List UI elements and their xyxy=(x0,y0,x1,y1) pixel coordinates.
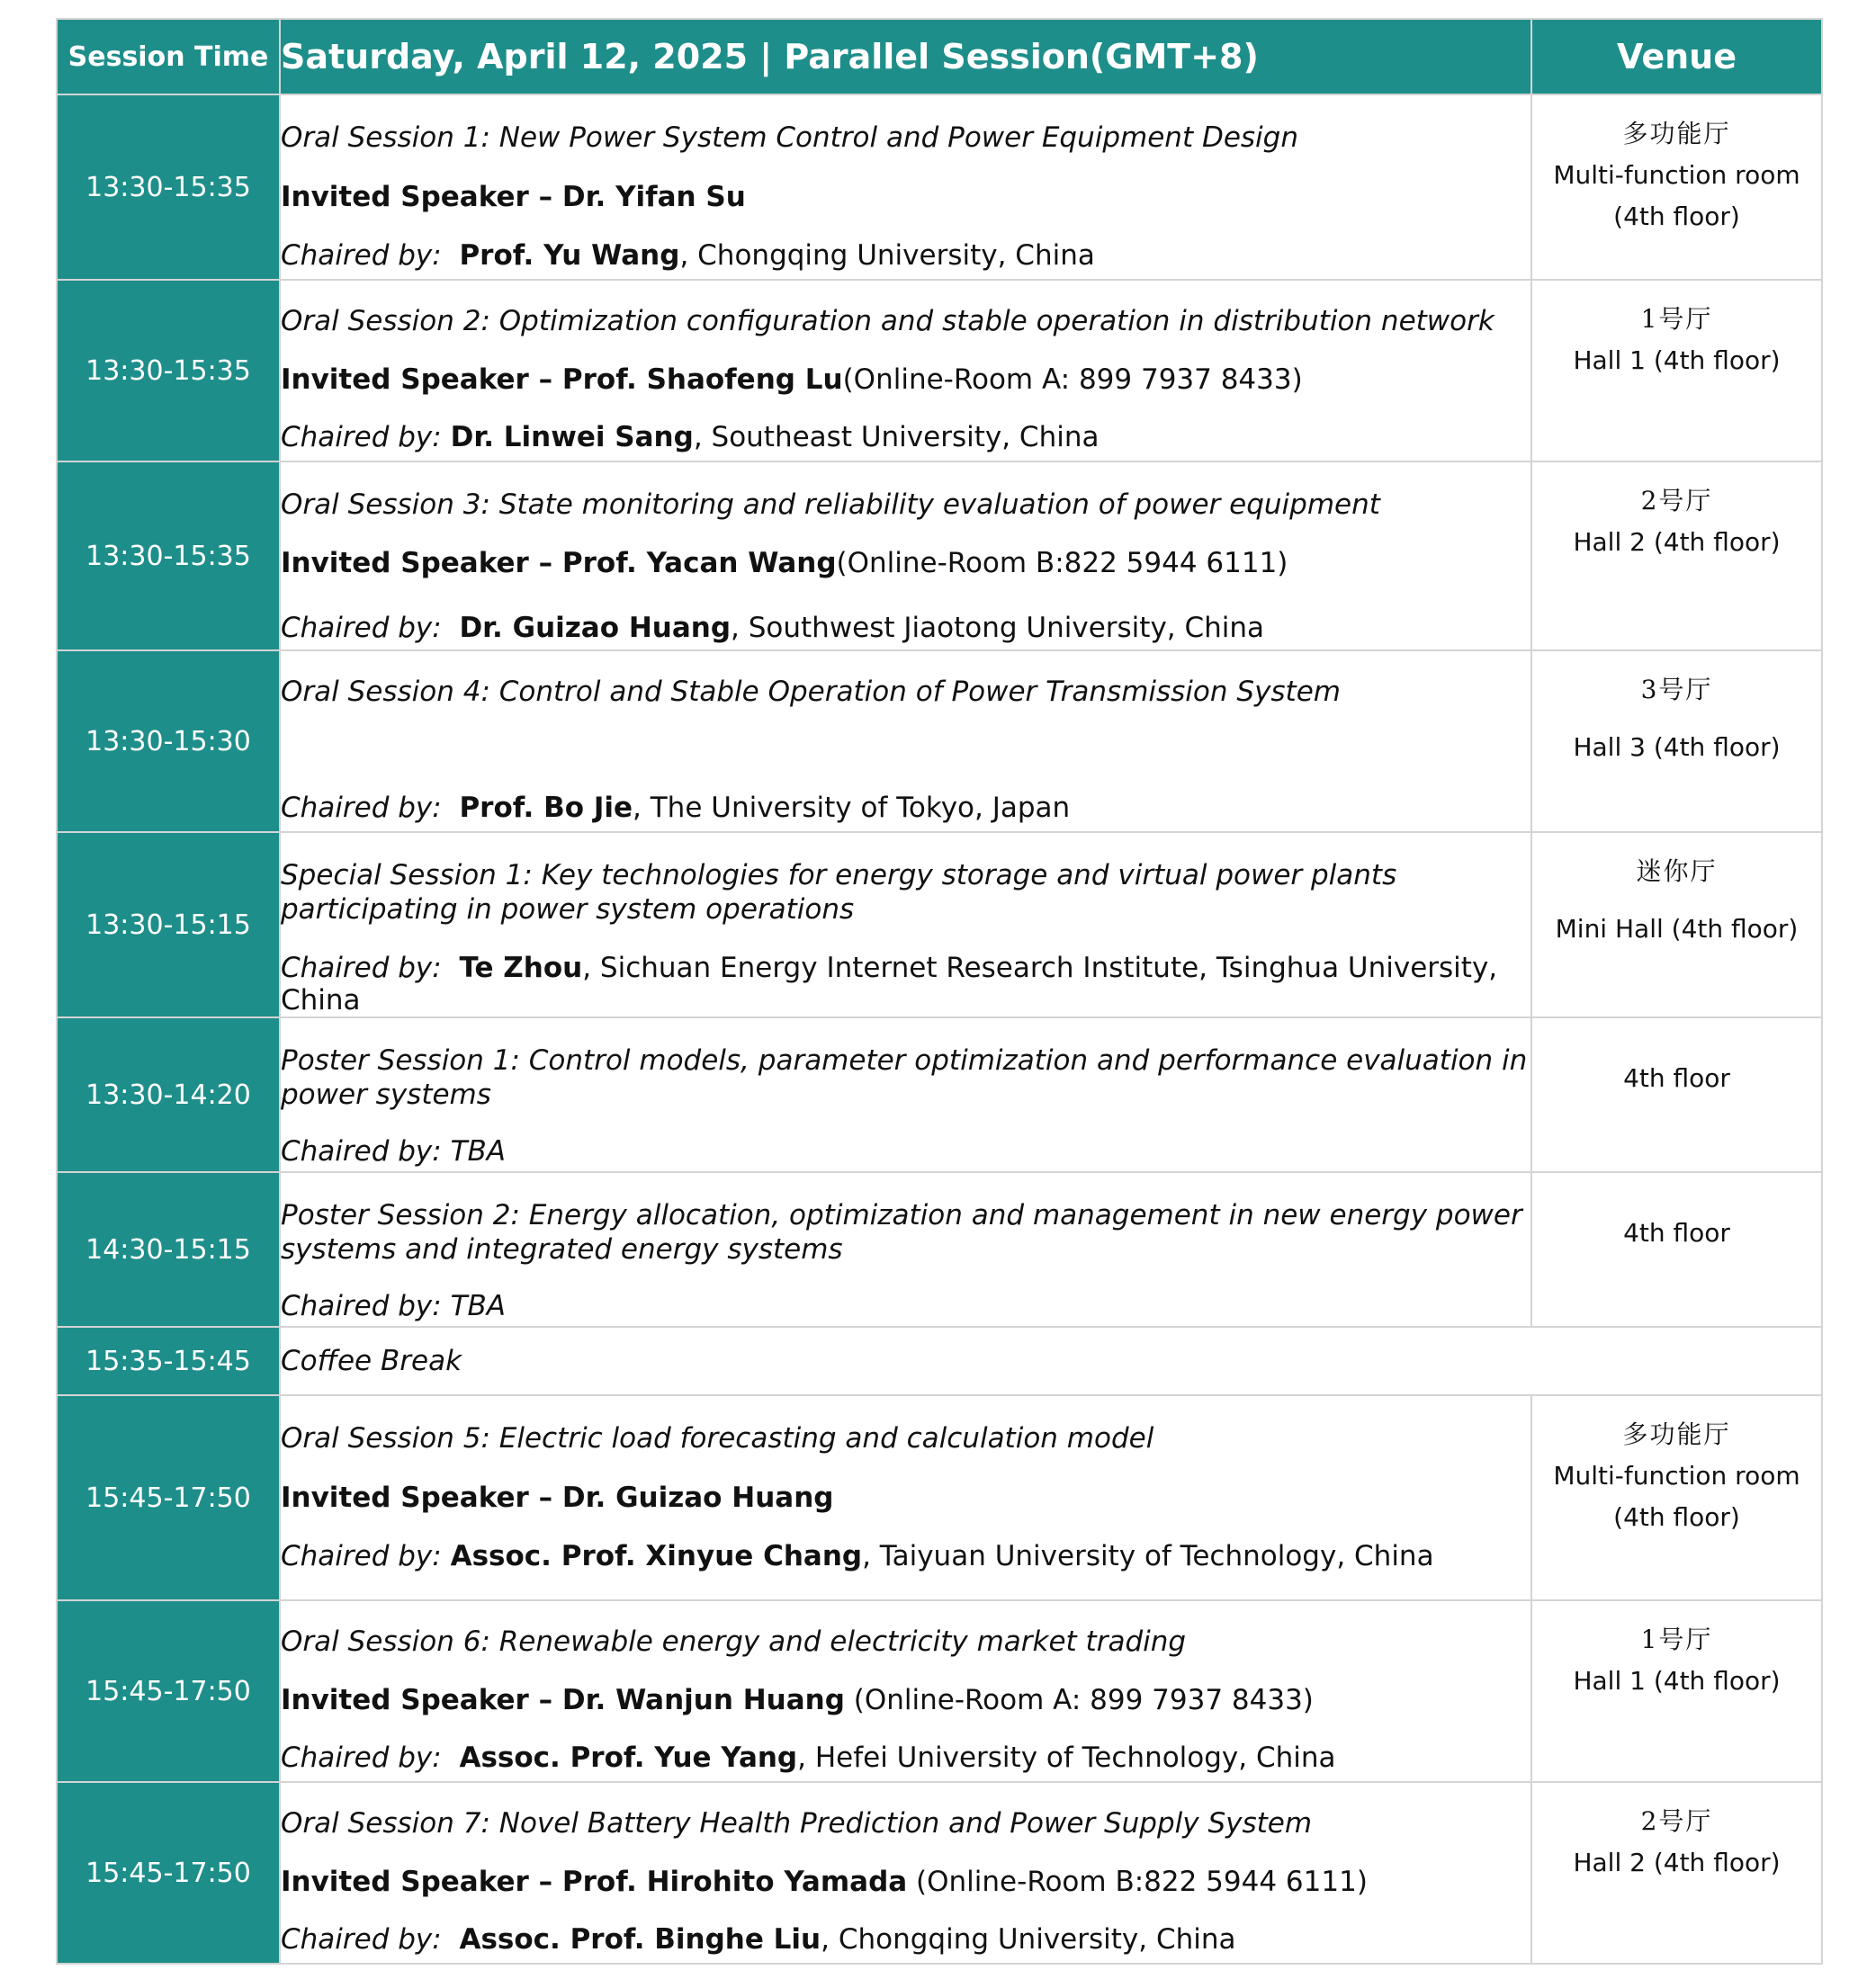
session-time: 13:30-15:35 xyxy=(57,94,280,280)
speaker-line xyxy=(281,1684,1530,1716)
header-session-time: Session Time xyxy=(57,19,280,94)
session-time: 13:30-14:20 xyxy=(57,1017,280,1172)
invited-speaker: Invited Speaker – Prof. Yacan Wang xyxy=(281,547,837,579)
header-row xyxy=(57,19,1822,94)
session-details xyxy=(280,280,1531,461)
venue-chinese: 2号厅 xyxy=(1640,486,1713,515)
chair-name: Assoc. Prof. Xinyue Chang xyxy=(450,1540,863,1572)
table-row xyxy=(57,461,1822,650)
session-time: 13:30-15:35 xyxy=(57,280,280,461)
session-time: 13:30-15:15 xyxy=(57,832,280,1017)
chaired-by-label: Chaired by: TBA xyxy=(281,1135,506,1168)
speaker-line xyxy=(281,181,1530,213)
venue-english: Mini Hall (4th floor) xyxy=(1555,914,1799,944)
table-row xyxy=(57,1395,1822,1600)
chair-affiliation: , Southeast University, China xyxy=(693,421,1100,453)
chair-line xyxy=(281,421,1530,453)
venue-cell xyxy=(1531,1782,1822,1964)
chaired-by-label: Chaired by: xyxy=(281,1540,442,1572)
speaker-line xyxy=(281,363,1530,396)
session-time: 15:45-17:50 xyxy=(57,1600,280,1782)
header-title: Saturday, April 12, 2025 | Parallel Session(GMT+8) xyxy=(280,19,1531,94)
chaired-by-label: Chaired by: xyxy=(281,792,442,824)
table-row xyxy=(57,1600,1822,1782)
coffee-break-time: 15:35-15:45 xyxy=(57,1327,280,1395)
chair-affiliation: , Hefei University of Technology, China xyxy=(797,1742,1336,1774)
venue-chinese: 多功能厅 xyxy=(1622,119,1731,148)
chair-name: Te Zhou xyxy=(459,952,583,984)
session-title: Poster Session 2: Energy allocation, optimization and management in new energy power systems and integrated energy systems xyxy=(281,1199,1522,1266)
venue-cell xyxy=(1531,461,1822,650)
session-time: 13:30-15:30 xyxy=(57,650,280,832)
venue-english: Hall 3 (4th floor) xyxy=(1573,732,1781,762)
venue-cell xyxy=(1531,94,1822,280)
chair-line xyxy=(281,792,1530,824)
chair-line xyxy=(281,952,1530,1016)
chair-line xyxy=(281,1923,1530,1956)
chaired-by-label: Chaired by: xyxy=(281,421,442,453)
schedule-table xyxy=(56,18,1823,1965)
venue-floor: (4th floor) xyxy=(1613,201,1740,231)
session-time: 14:30-15:15 xyxy=(57,1172,280,1327)
venue-chinese: 多功能厅 xyxy=(1622,1419,1731,1449)
venue-english: Multi-function room xyxy=(1553,160,1800,190)
session-time: 13:30-15:35 xyxy=(57,461,280,650)
session-title: Oral Session 4: Control and Stable Operation of Power Transmission System xyxy=(281,676,1341,708)
chair-name: Prof. Yu Wang xyxy=(459,239,680,272)
speaker-online-room: (Online-Room A: 899 7937 8433) xyxy=(842,363,1303,396)
speaker-line xyxy=(281,1866,1530,1898)
chaired-by-label: Chaired by: TBA xyxy=(281,1290,506,1322)
chair-name: Dr. Guizao Huang xyxy=(459,612,732,644)
invited-speaker: Invited Speaker – Dr. Guizao Huang xyxy=(281,1482,834,1514)
venue-chinese: 1号厅 xyxy=(1640,1625,1713,1654)
session-details xyxy=(280,650,1531,832)
table-row xyxy=(57,650,1822,832)
session-details xyxy=(280,461,1531,650)
session-title: Poster Session 1: Control models, parameter optimization and performance evaluation in power systems xyxy=(281,1044,1528,1111)
session-details xyxy=(280,1782,1531,1964)
session-time: 15:45-17:50 xyxy=(57,1395,280,1600)
chair-affiliation: , Chongqing University, China xyxy=(821,1923,1236,1956)
invited-speaker: Invited Speaker – Dr. Wanjun Huang xyxy=(281,1684,845,1716)
chair-name: Dr. Linwei Sang xyxy=(450,421,694,453)
venue-english: Hall 1 (4th floor) xyxy=(1573,345,1781,375)
invited-speaker: Invited Speaker – Dr. Yifan Su xyxy=(281,181,746,213)
session-title: Oral Session 5: Electric load forecasting and calculation model xyxy=(281,1422,1154,1455)
table-row xyxy=(57,1172,1822,1327)
venue-cell xyxy=(1531,1600,1822,1782)
session-title: Oral Session 6: Renewable energy and electricity market trading xyxy=(281,1625,1187,1658)
speaker-online-room: (Online-Room B:822 5944 6111) xyxy=(836,547,1288,579)
table-row xyxy=(57,280,1822,461)
chaired-by-label: Chaired by: xyxy=(281,952,442,984)
invited-speaker: Invited Speaker – Prof. Hirohito Yamada xyxy=(281,1866,908,1898)
session-title: Oral Session 3: State monitoring and reliability evaluation of power equipment xyxy=(281,488,1380,521)
venue-cell xyxy=(1531,280,1822,461)
session-title: Oral Session 2: Optimization configuration and stable operation in distribution network xyxy=(281,305,1495,337)
chair-line xyxy=(281,1540,1530,1572)
speaker-online-room: (Online-Room A: 899 7937 8433) xyxy=(844,1684,1314,1716)
venue-chinese: 3号厅 xyxy=(1640,675,1713,704)
session-time: 15:45-17:50 xyxy=(57,1782,280,1964)
venue-cell xyxy=(1531,1395,1822,1600)
table-row xyxy=(57,1017,1822,1172)
venue-chinese: 1号厅 xyxy=(1640,304,1713,334)
venue-english: Hall 2 (4th floor) xyxy=(1573,1848,1781,1877)
venue-chinese: 2号厅 xyxy=(1640,1806,1713,1836)
venue-chinese: 迷你厅 xyxy=(1636,856,1718,886)
chaired-by-label: Chaired by: xyxy=(281,1742,442,1774)
chair-line xyxy=(281,239,1530,272)
chair-affiliation: , Taiyuan University of Technology, China xyxy=(862,1540,1434,1572)
speaker-line xyxy=(281,547,1530,579)
table-row xyxy=(57,832,1822,1017)
chair-line xyxy=(281,1742,1530,1774)
coffee-break-row xyxy=(57,1327,1822,1395)
venue-floor: (4th floor) xyxy=(1613,1502,1740,1532)
session-title: Oral Session 7: Novel Battery Health Prediction and Power Supply System xyxy=(281,1807,1313,1840)
invited-speaker: Invited Speaker – Prof. Shaofeng Lu xyxy=(281,363,843,396)
header-venue: Venue xyxy=(1531,19,1822,94)
chair-affiliation: , Sichuan Energy Internet Research Institute, Tsinghua University, China xyxy=(281,952,1498,1016)
session-details xyxy=(280,832,1531,1017)
chair-affiliation: , Chongqing University, China xyxy=(679,239,1095,272)
table-row xyxy=(57,1782,1822,1964)
session-details xyxy=(280,1395,1531,1600)
venue-cell xyxy=(1531,1017,1822,1172)
venue-cell xyxy=(1531,650,1822,832)
speaker-line xyxy=(281,1482,1530,1514)
venue-cell xyxy=(1531,1172,1822,1327)
speaker-online-room: (Online-Room B:822 5944 6111) xyxy=(907,1866,1368,1898)
chair-name: Prof. Bo Jie xyxy=(459,792,633,824)
venue-english: 4th floor xyxy=(1623,1218,1730,1248)
venue-english: Multi-function room xyxy=(1553,1461,1800,1491)
session-details xyxy=(280,1172,1531,1327)
venue-english: Hall 2 (4th floor) xyxy=(1573,527,1781,557)
session-details xyxy=(280,1600,1531,1782)
chaired-by-label: Chaired by: xyxy=(281,1923,442,1956)
coffee-break-label: Coffee Break xyxy=(280,1327,1822,1395)
chair-line xyxy=(281,612,1530,644)
chaired-by-label: Chaired by: xyxy=(281,612,442,644)
table-row xyxy=(57,94,1822,280)
venue-english: 4th floor xyxy=(1623,1063,1730,1093)
chaired-by-label: Chaired by: xyxy=(281,239,442,272)
chair-name: Assoc. Prof. Binghe Liu xyxy=(459,1923,821,1956)
chair-affiliation: , Southwest Jiaotong University, China xyxy=(731,612,1265,644)
session-details xyxy=(280,94,1531,280)
session-details xyxy=(280,1017,1531,1172)
venue-cell xyxy=(1531,832,1822,1017)
session-title: Oral Session 1: New Power System Control and Power Equipment Design xyxy=(281,121,1298,154)
session-title: Special Session 1: Key technologies for energy storage and virtual power plants participating in power system operations xyxy=(281,859,1397,926)
chair-name: Assoc. Prof. Yue Yang xyxy=(459,1742,798,1774)
venue-english: Hall 1 (4th floor) xyxy=(1573,1666,1781,1696)
chair-affiliation: , The University of Tokyo, Japan xyxy=(633,792,1071,824)
